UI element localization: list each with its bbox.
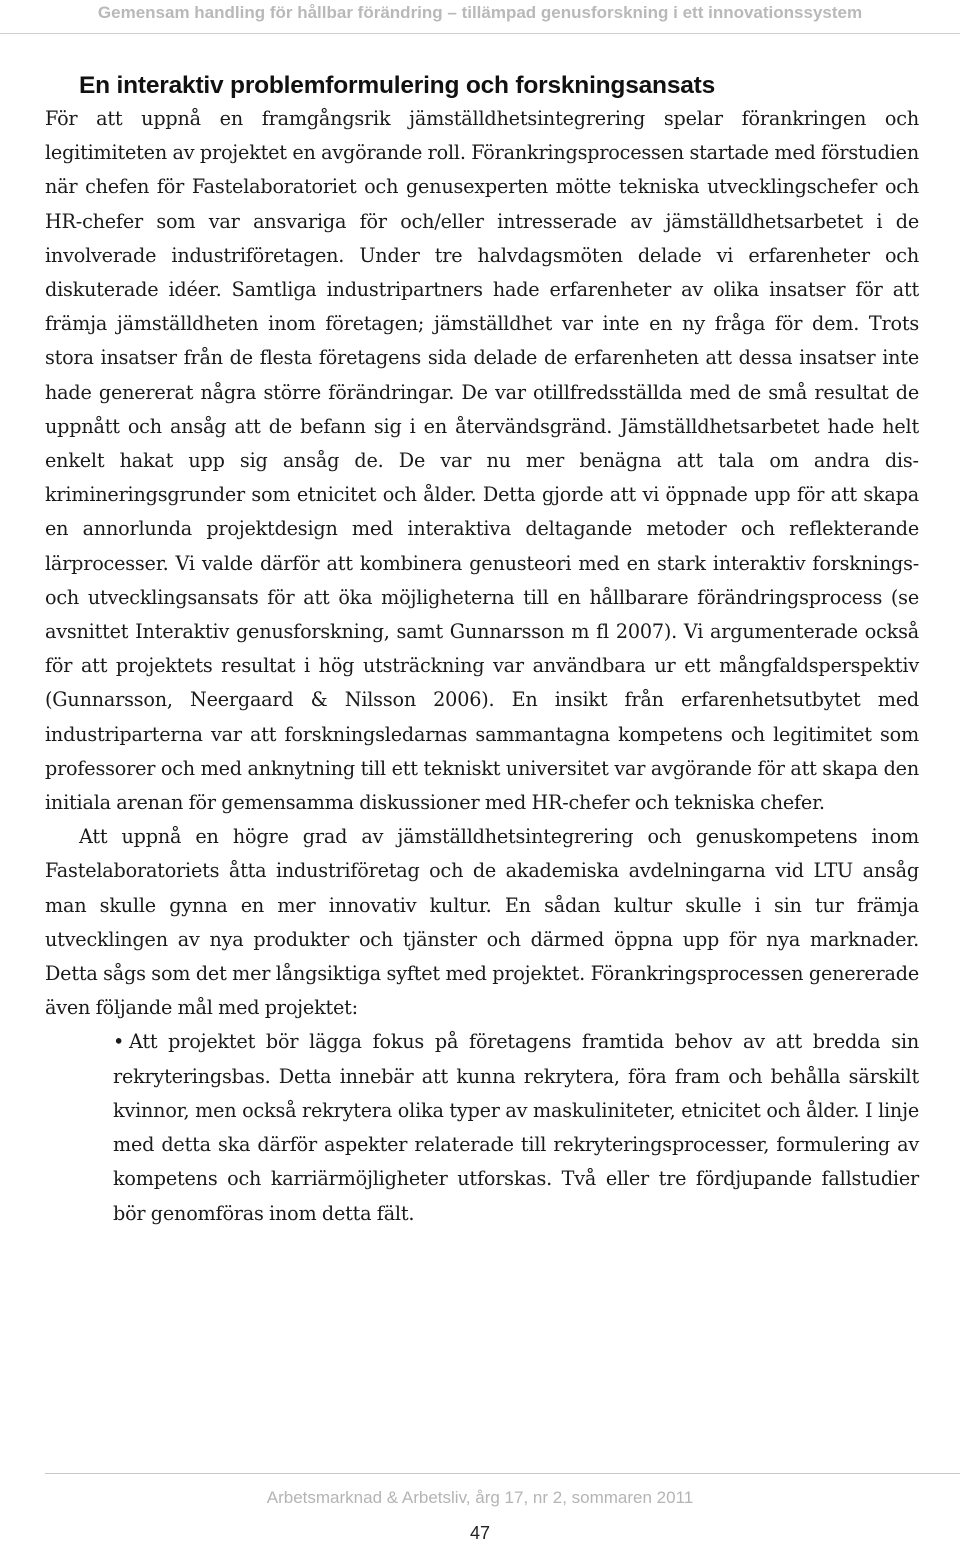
journal-reference: Arbetsmarknad & Arbetsliv, årg 17, nr 2, sommaren 2011 [266, 1488, 694, 1507]
list-item [113, 1025, 919, 1230]
list-item-text: Att projektet bör lägga fokus på företagens framtida behov av att bredda sin rekryteringsbas. Detta innebär att kunna rekrytera, föra fram och behålla särskilt kvinnor, men också rekrytera olika typer av maskuliniteter, etnicitet och ålder. I linje med detta ska därför aspekter relaterade till rekryteringsprocesser, formulering av kompetens och karriärmöjligheter utforskas. Två eller tre fördjupande fallstudier bör genomföras inom detta fält. [113, 1030, 919, 1225]
footer-divider [45, 1473, 960, 1474]
goal-list [45, 1025, 919, 1230]
page-number: 47 [469, 1523, 491, 1543]
article-body [45, 70, 919, 1231]
running-header: Gemensam handling för hållbar förändring – tillämpad genusforskning i ett innovationssystem [0, 0, 960, 34]
body-paragraph-2: Att uppnå en högre grad av jämställdhetsintegrering och genuskompetens inom Fastelaboratoriets åtta industriföretag och de akademiska avdelningarna vid LTU ansåg man skulle gynna en mer innovativ kultur. En sådan kultur skulle i sin tur främja utvecklingen av nya produkter och tjänster och därmed öppna upp för nya marknader. Detta sågs som det mer långsiktiga syftet med projektet. Förankringsprocessen genererade även följande mål med projektet: [45, 825, 919, 1020]
section-heading: En interaktiv problemformulering och forskningsansats [79, 72, 716, 99]
bullet-icon: • [113, 1030, 125, 1054]
body-paragraph-1: För att uppnå en framgångsrik jämställdhetsintegrering spelar förankringen och legitimiteten av projektet en avgörande roll. Förankringsprocessen startade med förstudien när chefen för Fastelaboratoriet och genusexperten mötte tekniska utvecklingschefer och HR-chefer som var ansvariga för och/eller intresserade av jämställdhetsarbetet i de involverade industriföretagen. Under tre halvdagsmöten delade vi erfarenheter och diskuterade idéer. Samtliga industripartners hade erfarenheter av olika insatser för att främja jämställdheten inom företagen; jämställdhet var inte en ny fråga för dem. Trots stora insatser från de flesta företagens sida delade de erfarenheten att dessa insatser inte hade genererat några större förändringar. De var otillfredsställda med de små resultat de uppnått och ansåg att de befann sig i en återvändsgränd. Jämställdhetsarbetet hade helt enkelt hakat upp sig ansåg de. De var nu mer benägna att tala om andra diskrimineringsgrunder som etnicitet och ålder. Detta gjorde att vi öppnade upp för att skapa en annorlunda projektdesign med interaktiva deltagande metoder och reflekterande lärprocesser. Vi valde därför att kombinera genusteori med en stark interaktiv forsknings- och utvecklingsansats för att öka möjligheterna till en hållbarare förändringsprocess (se avsnittet Interaktiv genusforskning, samt Gunnarsson m fl 2007). Vi argumenterade också för att projektets resultat i hög utsträckning var användbara ur ett mångfaldsperspektiv (Gunnarsson, Neergaard & Nilsson 2006). En insikt från erfarenhetsutbytet med industriparterna var att forskningsledarnas sammantagna kompetens och legitimitet som professorer och med anknytning till ett tekniskt universitet var avgörande för att skapa den initiala arenan för gemensamma diskussioner med HR-chefer och tekniska chefer. [45, 107, 919, 815]
